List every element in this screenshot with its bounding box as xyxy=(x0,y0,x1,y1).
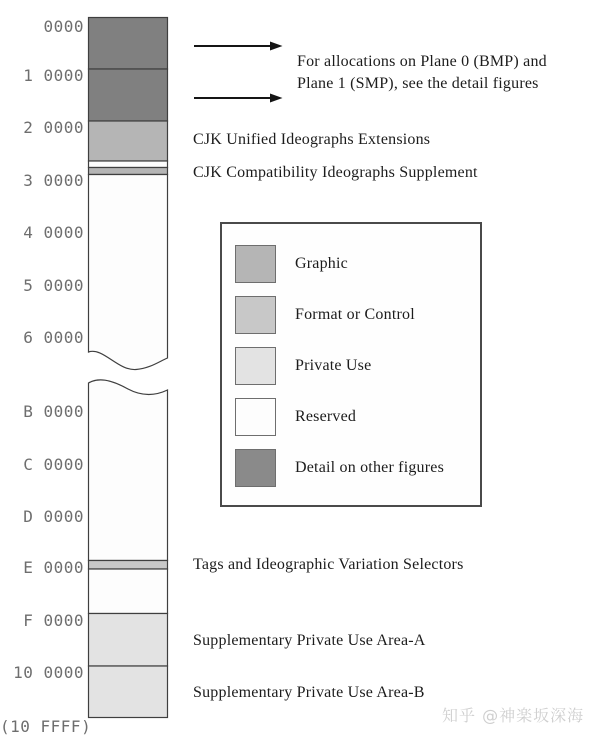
detail-arrows xyxy=(194,42,283,103)
detail-figures-note xyxy=(297,51,547,95)
legend-label-detail: Detail on other figures xyxy=(295,458,444,476)
label-cjk-compat-supplement: CJK Compatibility Ideographs Supplement xyxy=(193,164,478,181)
axis-label-50000: 5 0000 xyxy=(23,276,84,295)
legend-swatch-format-or-control xyxy=(235,296,276,334)
watermark: 知乎 @神楽坂深海 xyxy=(442,706,585,725)
legend-swatch-graphic xyxy=(235,245,276,283)
segment-reserved-upper xyxy=(89,175,168,370)
codespace-column xyxy=(89,18,168,718)
axis-label-60000: 6 0000 xyxy=(23,328,84,347)
segment-reserved-mid xyxy=(89,569,168,614)
legend-item-graphic xyxy=(235,244,480,283)
axis-label-40000: 4 0000 xyxy=(23,223,84,242)
axis-label-10ffff: (10 FFFF) xyxy=(0,717,92,736)
segment-plane-1 xyxy=(89,69,168,121)
segment-cjk-unified-extensions xyxy=(89,121,168,161)
arrow-plane0-head-icon xyxy=(270,42,283,51)
axis-label-f0000: F 0000 xyxy=(23,611,84,630)
label-tags-ivs: Tags and Ideographic Variation Selectors xyxy=(193,556,464,573)
legend-label-graphic: Graphic xyxy=(295,254,348,272)
legend-item-format-or-control xyxy=(235,295,480,334)
legend-item-detail xyxy=(235,448,480,487)
axis-label-100000: 10 0000 xyxy=(13,663,84,682)
segment-cjk-compat-supplement xyxy=(89,168,168,175)
axis-label-d0000: D 0000 xyxy=(23,507,84,526)
legend-swatch-reserved xyxy=(235,398,276,436)
axis-label-0000: 0000 xyxy=(43,17,84,36)
axis-label-20000: 2 0000 xyxy=(23,118,84,137)
arrow-plane1-head-icon xyxy=(270,94,283,103)
segment-spua-b xyxy=(89,666,168,718)
legend-box xyxy=(220,222,482,507)
legend-item-reserved xyxy=(235,397,480,436)
legend-label-private-use: Private Use xyxy=(295,356,372,374)
segment-tags-ivs xyxy=(89,561,168,570)
legend-label-format-or-control: Format or Control xyxy=(295,305,415,323)
detail-figures-note-line1: For allocations on Plane 0 (BMP) and xyxy=(297,53,547,70)
legend-item-private-use xyxy=(235,346,480,385)
detail-figures-note-line2: Plane 1 (SMP), see the detail figures xyxy=(297,75,539,92)
legend-swatch-private-use xyxy=(235,347,276,385)
axis-label-30000: 3 0000 xyxy=(23,171,84,190)
segment-reserved-gap xyxy=(89,161,168,168)
segment-reserved-lower xyxy=(89,380,168,561)
segment-plane-0 xyxy=(89,18,168,70)
label-cjk-unified-extensions: CJK Unified Ideographs Extensions xyxy=(193,131,431,148)
axis-label-c0000: C 0000 xyxy=(23,455,84,474)
legend-label-reserved: Reserved xyxy=(295,407,357,425)
legend-swatch-detail xyxy=(235,449,276,487)
label-spua-b: Supplementary Private Use Area-B xyxy=(193,684,425,701)
axis-label-b0000: B 0000 xyxy=(23,402,84,421)
segment-spua-a xyxy=(89,614,168,667)
axis-label-10000: 1 0000 xyxy=(23,66,84,85)
label-spua-a: Supplementary Private Use Area-A xyxy=(193,632,426,649)
axis-label-e0000: E 0000 xyxy=(23,558,84,577)
